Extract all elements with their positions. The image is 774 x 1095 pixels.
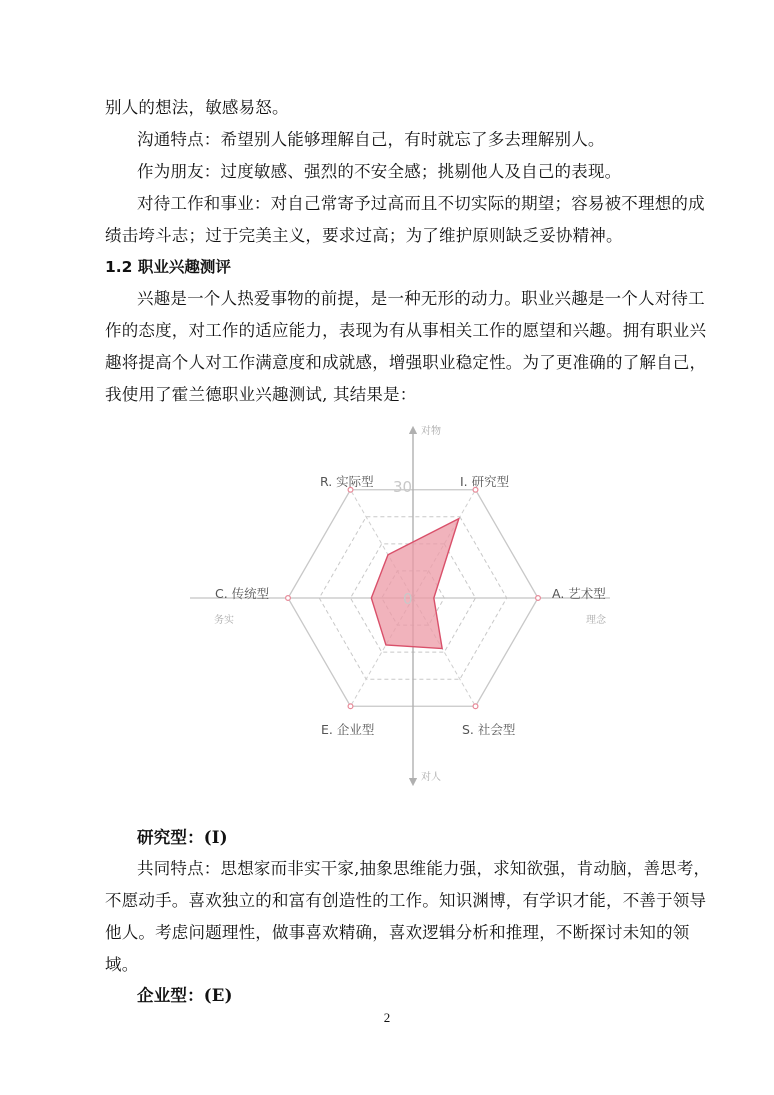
axis-label-top: 对物 [421,426,441,437]
text-line: 绩击垮斗志；过于完美主义，要求过高；为了维护原则缺乏妥协精神。 [105,226,623,245]
text-line: 他人。考虑问题理性，做事喜欢精确，喜欢逻辑分析和推理，不断探讨未知的领 [105,923,690,942]
text-line: 不愿动手。喜欢独立的和富有创造性的工作。知识渊博，有学识才能，不善于领导 [105,891,707,910]
radar-category-label: I. 研究型 [460,474,510,489]
text-line: 兴趣是一个人热爱事物的前提，是一种无形的动力。职业兴趣是一个人对待工 [137,289,705,308]
text-line: 共同特点：思想家而非实干家,抽象思维能力强，求知欲强，肯动脑，善思考， [137,859,711,878]
radar-data-area [371,519,459,649]
text-line: 沟通特点：希望别人能够理解自己，有时就忘了多去理解别人。 [137,130,605,149]
axis-label-right: 理念 [586,615,606,626]
text-line: 对待工作和事业：对自己常寄予过高而且不切实际的期望；容易被不理想的成 [137,194,705,213]
radar-category-label: C. 传统型 [215,586,270,601]
radar-category-label: S. 社会型 [462,722,516,737]
page-number: 2 [383,1010,391,1025]
text-line: 作为朋友：过度敏感、强烈的不安全感；挑剔他人及自己的表现。 [137,162,622,181]
type-title: 企业型：(E) [137,986,233,1005]
text-line: 别人的想法，敏感易怒。 [105,98,289,117]
radar-category-label: R. 实际型 [320,474,374,489]
radar-vertex-dot [473,704,478,709]
radar-category-label: A. 艺术型 [552,586,606,601]
type-title: 研究型：(I) [137,828,228,847]
radar-vertex-dot [536,596,541,601]
radar-vertex-dot [348,704,353,709]
holland-radar-chart [190,420,630,790]
radar-vertex-dot [286,596,291,601]
axis-label-bottom: 对人 [421,772,441,783]
axis-label-left: 务实 [214,615,234,626]
text-line: 我使用了霍兰德职业兴趣测试, 其结果是： [105,385,417,404]
text-line: 作的态度，对工作的适应能力，表现为有从事相关工作的愿望和兴趣。拥有职业兴 [105,321,707,340]
section-heading: 1.2 职业兴趣测评 [105,258,231,276]
radar-category-label: E. 企业型 [321,722,375,737]
text-line: 趣将提高个人对工作满意度和成就感，增强职业稳定性。为了更准确的了解自己， [105,353,707,372]
radar-tick-label: 0 [403,590,413,608]
text-line: 域。 [105,955,139,974]
radar-tick-label: 30 [393,478,413,496]
